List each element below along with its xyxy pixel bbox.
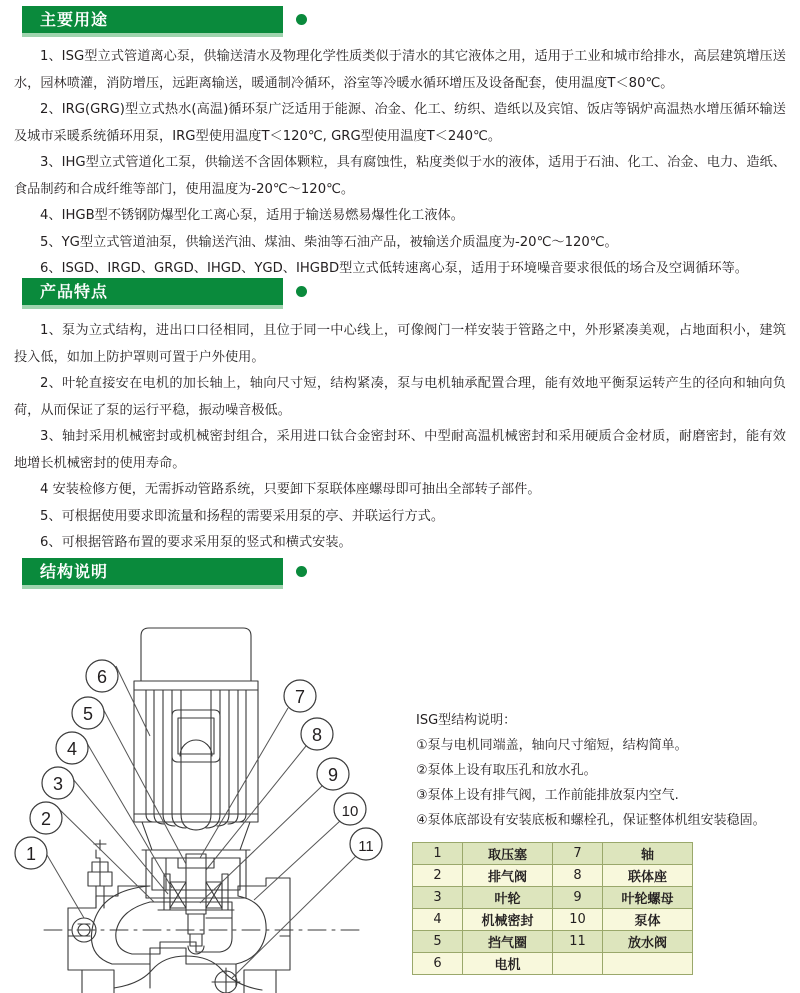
svg-text:11: 11 — [358, 838, 374, 855]
part-name: 机械密封 — [463, 909, 553, 931]
part-number — [553, 953, 603, 975]
paragraph: 4、IHGB型不锈钢防爆型化工离心泵，适用于输送易燃易爆性化工液体。 — [40, 208, 464, 223]
part-number: 4 — [413, 909, 463, 931]
section-bullet-dot-icon — [296, 14, 307, 25]
part-name: 叶轮 — [463, 887, 553, 909]
part-number: 1 — [413, 843, 463, 865]
product-features-paragraphs — [14, 318, 786, 557]
paragraph: 4 安装检修方便，无需拆动管路系统，只要卸下泵联体座螺母即可抽出全部转子部件。 — [40, 482, 541, 497]
part-name: 联体座 — [603, 865, 693, 887]
section-bullet-dot-icon — [296, 286, 307, 297]
paragraph: 3、IHG型立式管道化工泵，供输送不含固体颗粒，具有腐蚀性，粘度类似于水的液体，适用于石油、化工、冶金、电力、造纸、食品制药和合成纤维等部门，使用温度为-20℃～120℃。 — [14, 155, 786, 197]
part-number: 7 — [553, 843, 603, 865]
section-title-structure-description: 结构说明 — [40, 562, 109, 581]
structure-desc-heading: ISG型结构说明： — [416, 713, 517, 728]
callout-10 — [334, 793, 366, 825]
callout-8 — [301, 718, 333, 750]
svg-text:3: 3 — [52, 774, 64, 794]
pump-cross-section-diagram — [0, 618, 400, 993]
section-bullet-dot-icon — [296, 566, 307, 577]
part-name: 轴 — [603, 843, 693, 865]
main-uses-paragraphs — [14, 44, 786, 283]
svg-text:1: 1 — [25, 844, 37, 864]
part-name: 放水阀 — [603, 931, 693, 953]
svg-text:9: 9 — [327, 765, 339, 785]
svg-text:2: 2 — [40, 809, 52, 829]
paragraph: 6、可根据管路布置的要求采用泵的竖式和横式安装。 — [40, 535, 352, 550]
parts-legend-table — [412, 842, 693, 975]
section-header-product-features — [22, 278, 283, 309]
table-row — [413, 931, 693, 953]
callout-6 — [86, 660, 118, 692]
svg-text:8: 8 — [311, 725, 323, 745]
part-name — [603, 953, 693, 975]
svg-text:5: 5 — [82, 704, 94, 724]
paragraph: 2、IRG(GRG)型立式热水(高温)循环泵广泛适用于能源、冶金、化工、纺织、造纸以及宾馆、饭店等锅炉高温热水增压循环输送及城市采暖系统循环用泵，IRG型使用温度T＜120℃, GRG型使用温度T＜240℃。 — [14, 102, 786, 144]
callout-5 — [72, 697, 104, 729]
paragraph: 6、ISGD、IRGD、GRGD、IHGD、YGD、IHGBD型立式低转速离心泵，适用于环境噪音要求很低的场合及空调循环等。 — [40, 261, 748, 276]
callout-4 — [56, 732, 88, 764]
part-number: 6 — [413, 953, 463, 975]
paragraph: 1、ISG型立式管道离心泵，供输送清水及物理化学性质类似于清水的其它液体之用，适用于工业和城市给排水，高层建筑增压送水，园林喷灌，消防增压，远距离输送，暖通制冷循环，浴室等冷暖水循环增压及设备配套，使用温度T＜80℃。 — [14, 49, 786, 91]
table-row — [413, 953, 693, 975]
structure-desc-line: ④泵体底部设有安装底板和螺栓孔，保证整体机组安装稳固。 — [416, 813, 766, 828]
part-name: 挡气圈 — [463, 931, 553, 953]
callout-3 — [42, 767, 74, 799]
section-title-product-features: 产品特点 — [40, 282, 109, 301]
part-name: 取压塞 — [463, 843, 553, 865]
svg-text:4: 4 — [66, 739, 78, 759]
svg-text:10: 10 — [341, 803, 359, 820]
table-row — [413, 909, 693, 931]
part-number: 5 — [413, 931, 463, 953]
structure-desc-line: ①泵与电机同端盖，轴向尺寸缩短，结构简单。 — [416, 738, 688, 753]
part-name: 泵体 — [603, 909, 693, 931]
part-number: 9 — [553, 887, 603, 909]
part-number: 3 — [413, 887, 463, 909]
section-title-main-uses: 主要用途 — [40, 10, 109, 29]
part-name: 叶轮螺母 — [603, 887, 693, 909]
section-header-structure-description — [22, 558, 283, 589]
callout-2 — [30, 802, 62, 834]
part-number: 8 — [553, 865, 603, 887]
part-number: 11 — [553, 931, 603, 953]
paragraph: 5、可根据使用要求即流量和扬程的需要采用泵的亭、并联运行方式。 — [40, 508, 445, 524]
paragraph: 1、泵为立式结构，进出口口径相同，且位于同一中心线上，可像阀门一样安装于管路之中，外形紧凑美观，占地面积小，建筑投入低，如加上防护罩则可置于户外使用。 — [14, 323, 786, 365]
paragraph: 2、叶轮直接安在电机的加长轴上，轴向尺寸短，结构紧凑，泵与电机轴承配置合理，能有效地平衡泵运转产生的径向和轴向负荷，从而保证了泵的运行平稳，振动噪音极低。 — [14, 376, 786, 418]
svg-text:6: 6 — [96, 667, 108, 687]
paragraph: 5、YG型立式管道油泵，供输送汽油、煤油、柴油等石油产品，被输送介质温度为-20℃～120℃。 — [40, 234, 618, 250]
section-header-main-uses — [22, 6, 283, 37]
table-row — [413, 865, 693, 887]
part-number: 2 — [413, 865, 463, 887]
part-name: 排气阀 — [463, 865, 553, 887]
structure-desc-line: ③泵体上设有排气阀，工作前能排放泵内空气. — [416, 788, 679, 803]
structure-description-text — [416, 708, 796, 833]
structure-desc-line: ②泵体上设有取压孔和放水孔。 — [416, 763, 597, 778]
table-row — [413, 887, 693, 909]
table-row — [413, 843, 693, 865]
callout-9 — [317, 758, 349, 790]
svg-text:7: 7 — [294, 687, 306, 707]
paragraph: 3、轴封采用机械密封或机械密封组合，采用进口钛合金密封环、中型耐高温机械密封和采用硬质合金材质，耐磨密封，能有效地增长机械密封的使用寿命。 — [14, 429, 786, 471]
callout-1 — [15, 837, 47, 869]
callout-11 — [350, 828, 382, 860]
part-name: 电机 — [463, 953, 553, 975]
callout-7 — [284, 680, 316, 712]
part-number: 10 — [553, 909, 603, 931]
